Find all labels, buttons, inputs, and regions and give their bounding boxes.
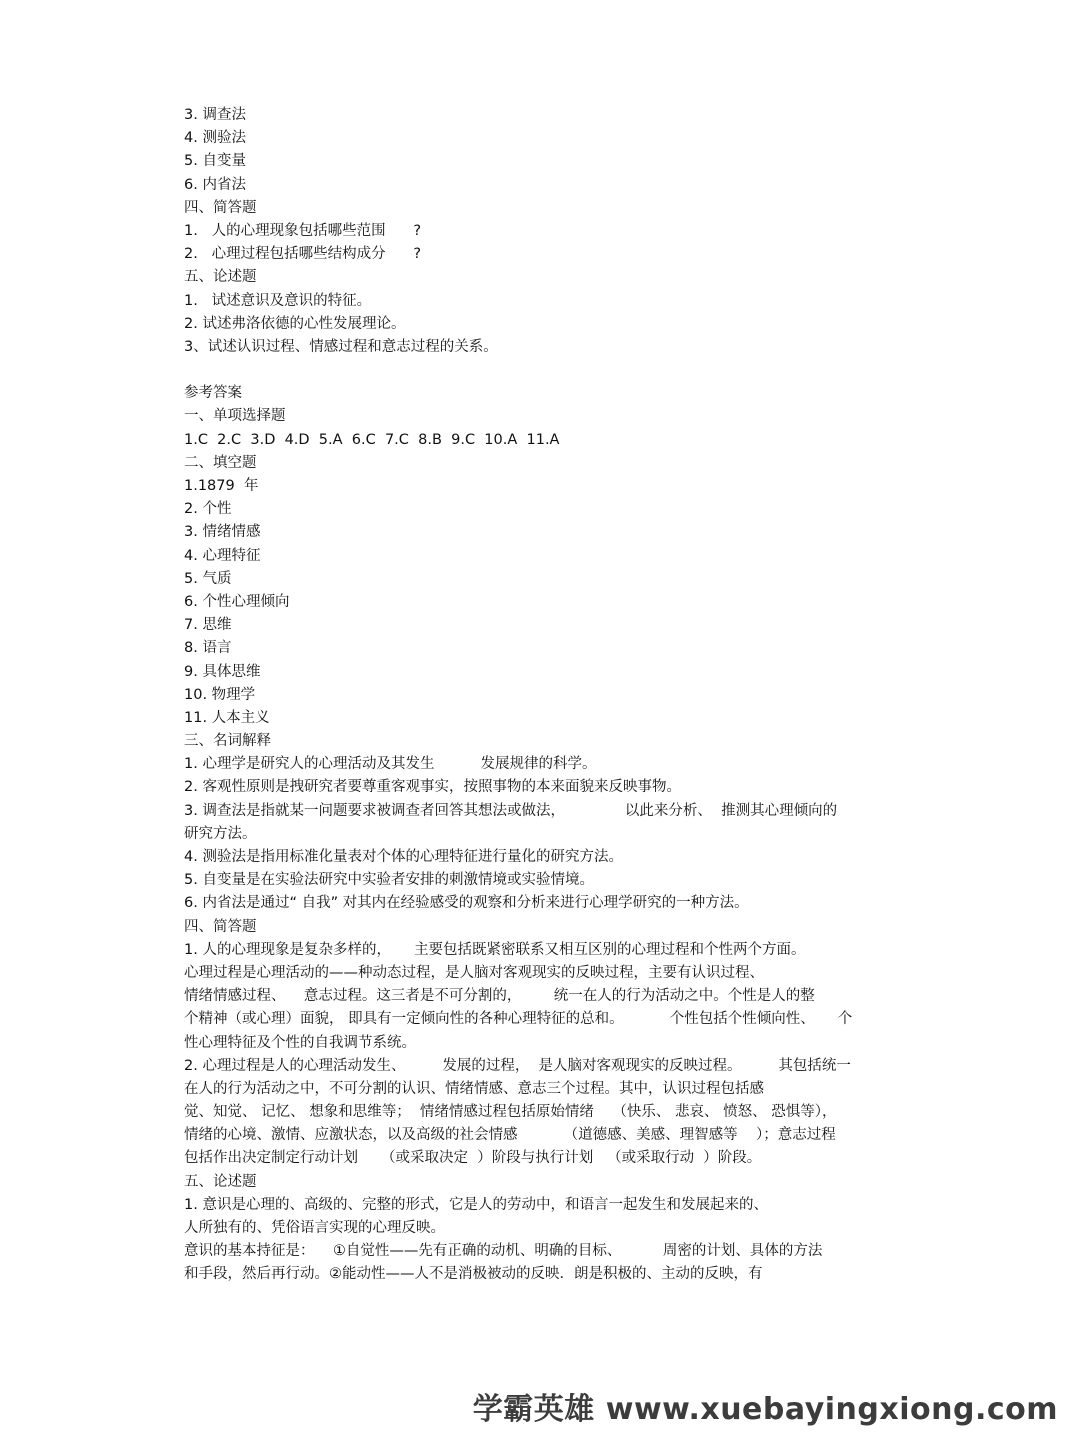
short-answer-question: 1. 人的心理现象包括哪些范围 ? — [184, 222, 422, 239]
short-answer-line: 觉、知觉、 记忆、 想象和思维等； 情绪情感过程包括原始情绪 （快乐、 悲哀、 愤怒、 恐惧等）， — [184, 1104, 837, 1121]
term-explanation-line: 3. 调查法是指就某一问题要求被调查者回答其想法或做法， 以此来分析、 推测其心理倾向的 — [184, 802, 838, 819]
essay-question: 3、试述认识过程、情感过程和意志过程的关系。 — [184, 338, 498, 355]
term-item: 6. 内省法 — [184, 176, 246, 193]
short-answer-line: 性心理特征及个性的自我调节系统。 — [184, 1034, 416, 1051]
essay-heading: 五、论述题 — [184, 269, 257, 286]
term-explanation-line: 5. 自变量是在实验法研究中实验者安排的刺激情境或实验情境。 — [184, 872, 594, 889]
single-choice-heading: 一、单项选择题 — [184, 408, 286, 425]
short-answer-question: 2. 心理过程包括哪些结构成分 ? — [184, 246, 422, 263]
short-answer-line: 情绪情感过程、 意志过程。这三者是不可分割的， 统一在人的行为活动之中。个性是人的整 — [184, 988, 815, 1005]
essay-line: 意识的基本持征是： ①自觉性——先有正确的动机、明确的目标、 周密的计划、具体的方法 — [184, 1243, 823, 1260]
fill-blank-answer: 7. 思维 — [184, 617, 232, 634]
short-answer-line: 包括作出决定制定行动计划 （或采取决定 ）阶段与执行计划 （或采取行动 ）阶段。 — [184, 1150, 762, 1167]
term-explanation-heading: 三、名词解释 — [184, 733, 271, 750]
fill-blank-answer: 1.1879 年 — [184, 478, 259, 494]
fill-blank-answer: 8. 语言 — [184, 640, 232, 657]
fill-blank-answer: 11. 人本主义 — [184, 709, 270, 726]
essay-question: 2. 试述弗洛依德的心性发展理论。 — [184, 315, 406, 332]
short-answer-line: 1. 人的心理现象是复杂多样的， 主要包括既紧密联系又相互区别的心理过程和个性两个方面。 — [184, 941, 806, 958]
short-answer-line: 情绪的心境、激情、应激状态，以及高级的社会情感 （道德感、美感、理智感等 ）；意志过程 — [184, 1127, 836, 1144]
essay-line: 和手段，然后再行动。②能动性——人不是消极被动的反映．朗是积极的、主动的反映，有 — [184, 1266, 763, 1283]
short-answer-line: 2. 心理过程是人的心理活动发生、 发展的过程， 是人脑对客观现实的反映过程。 其包括统一 — [184, 1057, 851, 1074]
essay-answers-heading: 五、论述题 — [184, 1173, 257, 1190]
short-answer-line: 心理过程是心理活动的——种动态过程，是人脑对客观现实的反映过程，主要有认识过程、 — [184, 964, 764, 981]
fill-blank-answer: 2. 个性 — [184, 501, 232, 518]
fill-blank-heading: 二、填空题 — [184, 454, 257, 471]
fill-blank-answer: 5. 气质 — [184, 570, 232, 587]
short-answer-heading: 四、简答题 — [184, 199, 257, 216]
single-choice-answers: 1.C 2.C 3.D 4.D 5.A 6.C 7.C 8.B 9.C 10.A 11.A — [184, 431, 560, 448]
term-explanation-line: 1. 心理学是研究人的心理活动及其发生 发展规律的科学。 — [184, 756, 597, 773]
essay-question: 1. 试述意识及意识的特征。 — [184, 292, 372, 309]
fill-blank-answer: 4. 心理特征 — [184, 547, 261, 564]
term-explanation-line: 4. 测验法是指用标准化量表对个体的心理特征进行量化的研究方法。 — [184, 849, 623, 865]
answers-title: 参考答案 — [184, 385, 242, 402]
essay-line: 1. 意识是心理的、高级的、完整的形式，它是人的劳动中，和语言一起发生和发展起来的、 — [184, 1196, 768, 1213]
term-explanation-line: 研究方法。 — [184, 825, 257, 842]
spacer — [184, 359, 904, 382]
term-item: 4. 测验法 — [184, 130, 246, 147]
fill-blank-answer: 6. 个性心理倾向 — [184, 593, 290, 610]
short-answer-line: 个精神（或心理）面貌， 即具有一定倾向性的各种心理特征的总和。 个性包括个性倾向性、 个 — [184, 1011, 853, 1028]
document-body — [184, 104, 904, 1287]
short-answer-line: 在人的行为活动之中，不可分割的认识、情绪情感、意志三个过程。其中，认识过程包括感 — [184, 1080, 764, 1097]
fill-blank-answer: 3. 情绪情感 — [184, 524, 261, 541]
term-explanation-line: 6. 内省法是通过“ 自我” 对其内在经验感受的观察和分析来进行心理学研究的一种方法。 — [184, 895, 749, 912]
short-answer-answers-heading: 四、简答题 — [184, 918, 257, 935]
term-item: 3. 调查法 — [184, 107, 246, 123]
term-item: 5. 自变量 — [184, 153, 246, 170]
term-explanation-line: 2. 客观性原则是拽研究者要尊重客观事实，按照事物的本来面貌来反映事物。 — [184, 779, 681, 796]
fill-blank-answer: 9. 具体思维 — [184, 663, 261, 680]
fill-blank-answer: 10. 物理学 — [184, 686, 256, 703]
essay-line: 人所独有的、凭俗语言实现的心理反映。 — [184, 1220, 445, 1236]
site-watermark: 学霸英雄 www.xuebayingxiong.com — [472, 1392, 1058, 1427]
